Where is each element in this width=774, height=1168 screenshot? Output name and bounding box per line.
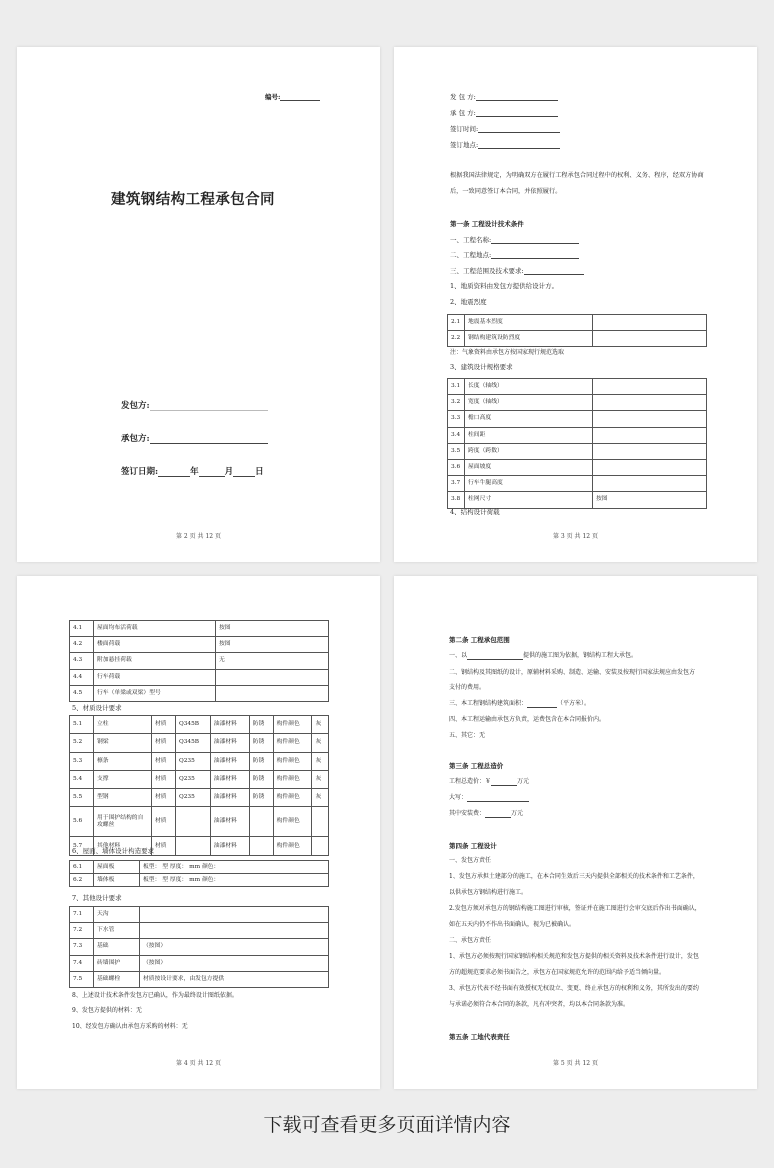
- total-price-unit: 万元: [517, 778, 530, 785]
- table-cell: 构件颜色: [273, 770, 312, 788]
- table-cell: 7.2: [70, 923, 94, 939]
- intro-paragraph-line2: 后，一致同意签订本合同，并依照履行。: [450, 188, 562, 195]
- table-cell: 4.4: [70, 669, 94, 685]
- table-cell: 灰: [312, 770, 329, 788]
- a2-line-4: 四、本工程运输由承包方负责，运费包含在本合同报价内。: [449, 716, 606, 723]
- table-cell: 3.8: [448, 492, 465, 508]
- table-cell: 4.2: [70, 637, 94, 653]
- table-cell: 6.1: [70, 861, 94, 874]
- table-cell: 4.5: [70, 685, 94, 701]
- table-cell: 防锈: [249, 752, 273, 770]
- project-scope-field: [450, 267, 584, 275]
- header-field-label: 签订时间:: [450, 125, 479, 133]
- contract-number: [265, 93, 320, 101]
- header-field-label: 承 包 方:: [450, 109, 476, 117]
- table-row: [70, 669, 329, 685]
- header-field-label: 签订地点:: [450, 141, 479, 149]
- table-cell: 无: [216, 653, 329, 669]
- table-cell: [216, 669, 329, 685]
- seismic-table: [447, 314, 707, 347]
- a2-line-1: [449, 652, 637, 660]
- table-row: [448, 411, 707, 427]
- table-cell: 材质: [152, 837, 176, 855]
- table-cell: [249, 807, 273, 837]
- table-cell: 其他材料: [94, 837, 152, 855]
- field-blank: [491, 778, 517, 786]
- a4-section-1: 一、发包方责任: [449, 857, 492, 864]
- table-cell: 7.5: [70, 971, 94, 987]
- table-cell: 屋面板: [94, 861, 140, 874]
- field-blank: [485, 810, 511, 818]
- table-cell: 油漆材料: [210, 789, 249, 807]
- party-a-blank: [150, 403, 268, 411]
- load-table: [69, 620, 329, 702]
- table-cell: 附加悬挂荷载: [94, 653, 216, 669]
- table-row: [448, 331, 707, 347]
- table-row: [70, 807, 329, 837]
- table-row: [70, 637, 329, 653]
- table-cell: 3.6: [448, 459, 465, 475]
- table-cell: 5.6: [70, 807, 94, 837]
- table-cell: [593, 443, 707, 459]
- table-cell: 钢梁: [94, 734, 152, 752]
- table-cell: 柱间距: [465, 427, 593, 443]
- a4-section-2: 二、承包方责任: [449, 937, 492, 944]
- table-cell: 构件颜色: [273, 789, 312, 807]
- table-cell: 3.4: [448, 427, 465, 443]
- header-field-party-b: [450, 109, 558, 117]
- field-blank: [478, 125, 560, 133]
- contract-cover-page: [17, 47, 380, 562]
- table-row: [448, 315, 707, 331]
- project-location-field: [450, 251, 579, 259]
- sign-date-label: 签订日期:: [121, 467, 159, 477]
- table-cell: 行车（单梁或双梁）型号: [94, 685, 216, 701]
- table-row: [70, 621, 329, 637]
- table-row: [70, 789, 329, 807]
- table-cell: 砖墙围护: [94, 955, 140, 971]
- contract-page-3: [394, 47, 757, 562]
- field-blank: [491, 236, 579, 244]
- table-cell: 跨度（跨数）: [465, 443, 593, 459]
- table-cell: 2.1: [448, 315, 465, 331]
- table-cell: Q345B: [175, 734, 210, 752]
- header-field-label: 发 包 方:: [450, 93, 476, 101]
- table-cell: 材质: [152, 807, 176, 837]
- table-cell: Q345B: [175, 716, 210, 734]
- table-cell: 5.4: [70, 770, 94, 788]
- table-cell: 油漆材料: [210, 837, 249, 855]
- sign-month-blank: [199, 469, 225, 477]
- a4-p2a: 2.发包方须对承包方的钢结构施工图进行审核，签证并在施工图进行会审交底后作出书面确认，: [449, 905, 701, 912]
- party-b-label: 承包方:: [121, 434, 150, 444]
- table-cell: 油漆材料: [210, 752, 249, 770]
- spec-table: [447, 378, 707, 509]
- table-cell: 材质: [152, 770, 176, 788]
- total-price-label: 工程总造价：￥: [449, 778, 492, 785]
- page-footer: 第 4 页 共 12 页: [176, 1060, 221, 1067]
- table-row: [448, 443, 707, 459]
- table-row: [70, 734, 329, 752]
- table-cell: 板型： 型 厚度： mm 颜色：: [140, 874, 329, 887]
- table-cell: 5.5: [70, 789, 94, 807]
- a4-p3a: 1、承包方必须按现行国家钢结构相关规范和发包方提供的相关资料及技术条件进行设计，发包: [449, 953, 699, 960]
- table-row: [70, 939, 329, 955]
- geology-note: 1、地质资料由发包方提供给设计方。: [450, 282, 559, 290]
- table-cell: 灰: [312, 789, 329, 807]
- uppercase-amount-label: 大写：: [449, 794, 468, 801]
- contract-page-5: [394, 576, 757, 1089]
- table-cell: [593, 379, 707, 395]
- a2-line-2b: 支付的费用。: [449, 684, 486, 691]
- article-5-heading: 第五条 工地代表责任: [449, 1033, 510, 1041]
- article-3-heading: 第三条 工程总造价: [449, 762, 504, 770]
- other-heading: 7、其他设计要求: [72, 894, 122, 902]
- table-cell: 板型： 型 厚度： mm 颜色：: [140, 861, 329, 874]
- table-cell: [312, 837, 329, 855]
- table-row: [70, 861, 329, 874]
- header-field-party-a: [450, 93, 558, 101]
- load-heading: 4、结构设计荷载: [450, 508, 500, 516]
- project-name-field: [450, 236, 579, 244]
- table-cell: 按图: [216, 621, 329, 637]
- table-cell: 3.1: [448, 379, 465, 395]
- table-cell: 防锈: [249, 770, 273, 788]
- table-cell: [593, 459, 707, 475]
- table-cell: 材质: [152, 789, 176, 807]
- table-cell: 3.2: [448, 395, 465, 411]
- table-cell: 油漆材料: [210, 716, 249, 734]
- field-blank: [478, 141, 560, 149]
- party-b-blank: [150, 436, 268, 444]
- seismic-heading: 2、地震烈度: [450, 298, 487, 306]
- a2-line-3-suffix: （平方米）。: [557, 700, 591, 707]
- table-cell: 地震基本烈度: [465, 315, 593, 331]
- roof-wall-table: [69, 860, 329, 887]
- table-cell: 下水管: [94, 923, 140, 939]
- a4-p4a: 3、承包方代表不经书面有效授权无权设立、变更、终止承包方的权利和义务，其所发出的要约: [449, 985, 699, 992]
- table-cell: 楼面荷载: [94, 637, 216, 653]
- table-cell: 灰: [312, 734, 329, 752]
- table-row: [448, 492, 707, 508]
- table-row: [70, 685, 329, 701]
- party-a-field: [121, 399, 268, 411]
- party-b-field: [121, 432, 268, 444]
- table-row: [448, 476, 707, 492]
- sign-date-field: [121, 465, 264, 477]
- a4-p2b: 如在五天内仍不作出书面确认，视为已被确认。: [449, 921, 576, 928]
- field-blank: [476, 93, 558, 101]
- table-cell: 3.7: [448, 476, 465, 492]
- header-field-place: [450, 141, 560, 149]
- page-footer: 第 3 页 共 12 页: [553, 533, 598, 540]
- field-blank: [527, 700, 557, 708]
- table-cell: 油漆材料: [210, 770, 249, 788]
- table-cell: 构件颜色: [273, 734, 312, 752]
- table-cell: [312, 807, 329, 837]
- item-8-text: 8、上述设计技术条件发包方已确认，作为最终设计图纸依据。: [72, 992, 238, 999]
- table-cell: 柱网尺寸: [465, 492, 593, 508]
- contract-title: 建筑钢结构工程承包合同: [111, 191, 275, 208]
- table-row: [448, 427, 707, 443]
- contract-number-label: 编号:: [265, 93, 281, 101]
- table-row: [70, 923, 329, 939]
- table-cell: 灰: [312, 752, 329, 770]
- table-cell: 按图: [216, 637, 329, 653]
- table-cell: [593, 315, 707, 331]
- table-cell: 按图: [593, 492, 707, 508]
- table-row: [448, 379, 707, 395]
- page-footer: 第 2 页 共 12 页: [176, 533, 221, 540]
- table-cell: 构件颜色: [273, 837, 312, 855]
- table-cell: [140, 907, 329, 923]
- a2-line-1-suffix: 提供的施工图为依据，钢结构工程大承包。: [523, 652, 638, 659]
- field-blank: [491, 251, 579, 259]
- table-cell: 防锈: [249, 716, 273, 734]
- table-cell: 墙体板: [94, 874, 140, 887]
- table-row: [70, 874, 329, 887]
- spec-heading: 3、建筑设计规格要求: [450, 363, 513, 371]
- table-cell: 7.3: [70, 939, 94, 955]
- table-cell: 材质: [152, 734, 176, 752]
- intro-paragraph-line1: 根据我国法律规定，为明确双方在履行工程承包合同过程中的权利、义务、程序，经双方协商: [450, 172, 704, 179]
- table-cell: 6.2: [70, 874, 94, 887]
- table-cell: [249, 837, 273, 855]
- project-scope-label: 三、工程范围及技术要求:: [450, 267, 524, 275]
- day-label: 日: [255, 467, 264, 477]
- table-cell: [593, 331, 707, 347]
- table-cell: 5.7: [70, 837, 94, 855]
- a2-line-2a: 二、钢结构及其图纸的设计，原辅材料采购、制造、运输、安装及按现行国家法规应由发包方: [449, 669, 696, 676]
- table-cell: 4.1: [70, 621, 94, 637]
- item-10-text: 10、经发包方确认由承包方采购的材料：无: [72, 1023, 188, 1030]
- table-cell: 天沟: [94, 907, 140, 923]
- table-cell: 灰: [312, 716, 329, 734]
- table-cell: 檐口高度: [465, 411, 593, 427]
- a2-line-1-prefix: 一、以: [449, 652, 468, 659]
- table-cell: 5.3: [70, 752, 94, 770]
- a2-line-3-prefix: 三、本工程钢结构建筑面积：: [449, 700, 528, 707]
- table-cell: 3.5: [448, 443, 465, 459]
- header-field-time: [450, 125, 560, 133]
- table-cell: 基础: [94, 939, 140, 955]
- table-cell: 构件颜色: [273, 752, 312, 770]
- installation-fee-field: [449, 810, 523, 818]
- table-cell: Q235: [175, 752, 210, 770]
- table-cell: 2.2: [448, 331, 465, 347]
- field-blank: [467, 652, 523, 660]
- field-blank: [467, 794, 529, 802]
- table-row: [70, 752, 329, 770]
- table-cell: 防锈: [249, 789, 273, 807]
- table-cell: 5.2: [70, 734, 94, 752]
- table-cell: [175, 837, 210, 855]
- article-1-heading: 第一条 工程设计技术条件: [450, 220, 524, 228]
- table-row: [70, 971, 329, 987]
- table-cell: 基础螺栓: [94, 971, 140, 987]
- table-cell: [140, 923, 329, 939]
- table-cell: 钢结构建筑设防烈度: [465, 331, 593, 347]
- table-cell: 檩条: [94, 752, 152, 770]
- table-cell: 行车荷载: [94, 669, 216, 685]
- table-cell: 长度（轴线）: [465, 379, 593, 395]
- contract-number-blank: [280, 93, 320, 101]
- month-label: 月: [224, 467, 234, 477]
- table-row: [70, 955, 329, 971]
- table-cell: 构件颜色: [273, 807, 312, 837]
- table-cell: [593, 476, 707, 492]
- a4-p1b: 以供承包方钢结构进行施工。: [449, 889, 528, 896]
- table-cell: Q235: [175, 789, 210, 807]
- material-heading: 5、材质设计要求: [72, 704, 122, 712]
- sign-year-blank: [158, 469, 190, 477]
- project-location-label: 二、工程地点:: [450, 251, 492, 259]
- table-cell: 支撑: [94, 770, 152, 788]
- field-blank: [524, 267, 584, 275]
- table-cell: 构件颜色: [273, 716, 312, 734]
- table-cell: 油漆材料: [210, 807, 249, 837]
- table-cell: [175, 807, 210, 837]
- other-table: [69, 906, 329, 988]
- a4-p4b: 与承诺必须符合本合同的条款，凡有冲突者，均以本合同条款为准。: [449, 1001, 630, 1008]
- table-row: [70, 907, 329, 923]
- material-table: [69, 715, 329, 856]
- uppercase-amount-field: [449, 794, 529, 802]
- table-cell: 4.3: [70, 653, 94, 669]
- table-cell: 屋面均布活荷载: [94, 621, 216, 637]
- table-cell: [593, 395, 707, 411]
- article-4-heading: 第四条 工程设计: [449, 842, 497, 850]
- table-row: [70, 653, 329, 669]
- table-cell: [216, 685, 329, 701]
- table-cell: 材质: [152, 716, 176, 734]
- table-cell: 7.1: [70, 907, 94, 923]
- party-a-label: 发包方:: [121, 401, 150, 411]
- table-cell: 行车牛腿高度: [465, 476, 593, 492]
- table-row: [70, 770, 329, 788]
- table-cell: 防锈: [249, 734, 273, 752]
- table-cell: 材质: [152, 752, 176, 770]
- year-label: 年: [190, 467, 199, 477]
- table-cell: （按图）: [140, 939, 329, 955]
- a4-p1a: 1、发包方承担土建部分的施工，在本合同生效后三天内提供全部相关的技术条件和工艺条件，: [449, 873, 699, 880]
- table-cell: [593, 411, 707, 427]
- table-cell: 5.1: [70, 716, 94, 734]
- table-cell: 型钢: [94, 789, 152, 807]
- table-cell: 材质按设计要求，由发包方提供: [140, 971, 329, 987]
- installation-fee-label: 其中安装费：: [449, 810, 486, 817]
- a4-p3b: 方的超规范要求必须书面告之，承包方在国家规范允许的范围内给予适当倾向量。: [449, 969, 666, 976]
- a2-line-5: 五、其它：无: [449, 732, 486, 739]
- download-more-caption[interactable]: 下载可查看更多页面详情内容: [263, 1114, 511, 1136]
- roof-wall-heading: 6、屋面、墙体设计构造要求: [72, 847, 155, 855]
- weather-note: 注：气象资料由承包方按国家现行规范选取: [450, 349, 565, 356]
- table-cell: 屋面坡度: [465, 459, 593, 475]
- table-cell: 宽度（轴线）: [465, 395, 593, 411]
- item-9-text: 9、发包方提供的材料：无: [72, 1007, 142, 1014]
- table-cell: 3.3: [448, 411, 465, 427]
- table-row: [448, 395, 707, 411]
- table-cell: 用于围护结构的自攻螺丝: [94, 807, 152, 837]
- table-row: [70, 716, 329, 734]
- project-name-label: 一、工程名称:: [450, 236, 492, 244]
- table-cell: [593, 427, 707, 443]
- installation-fee-unit: 万元: [511, 810, 524, 817]
- total-price-field: [449, 778, 529, 786]
- table-cell: 7.4: [70, 955, 94, 971]
- article-2-heading: 第二条 工程承包范围: [449, 636, 510, 644]
- page-footer: 第 5 页 共 12 页: [553, 1060, 598, 1067]
- a2-line-3: [449, 700, 590, 708]
- table-cell: 立柱: [94, 716, 152, 734]
- field-blank: [476, 109, 558, 117]
- table-cell: Q235: [175, 770, 210, 788]
- table-cell: （按图）: [140, 955, 329, 971]
- table-cell: 油漆材料: [210, 734, 249, 752]
- contract-page-4: [17, 576, 380, 1089]
- sign-day-blank: [233, 469, 255, 477]
- table-row: [448, 459, 707, 475]
